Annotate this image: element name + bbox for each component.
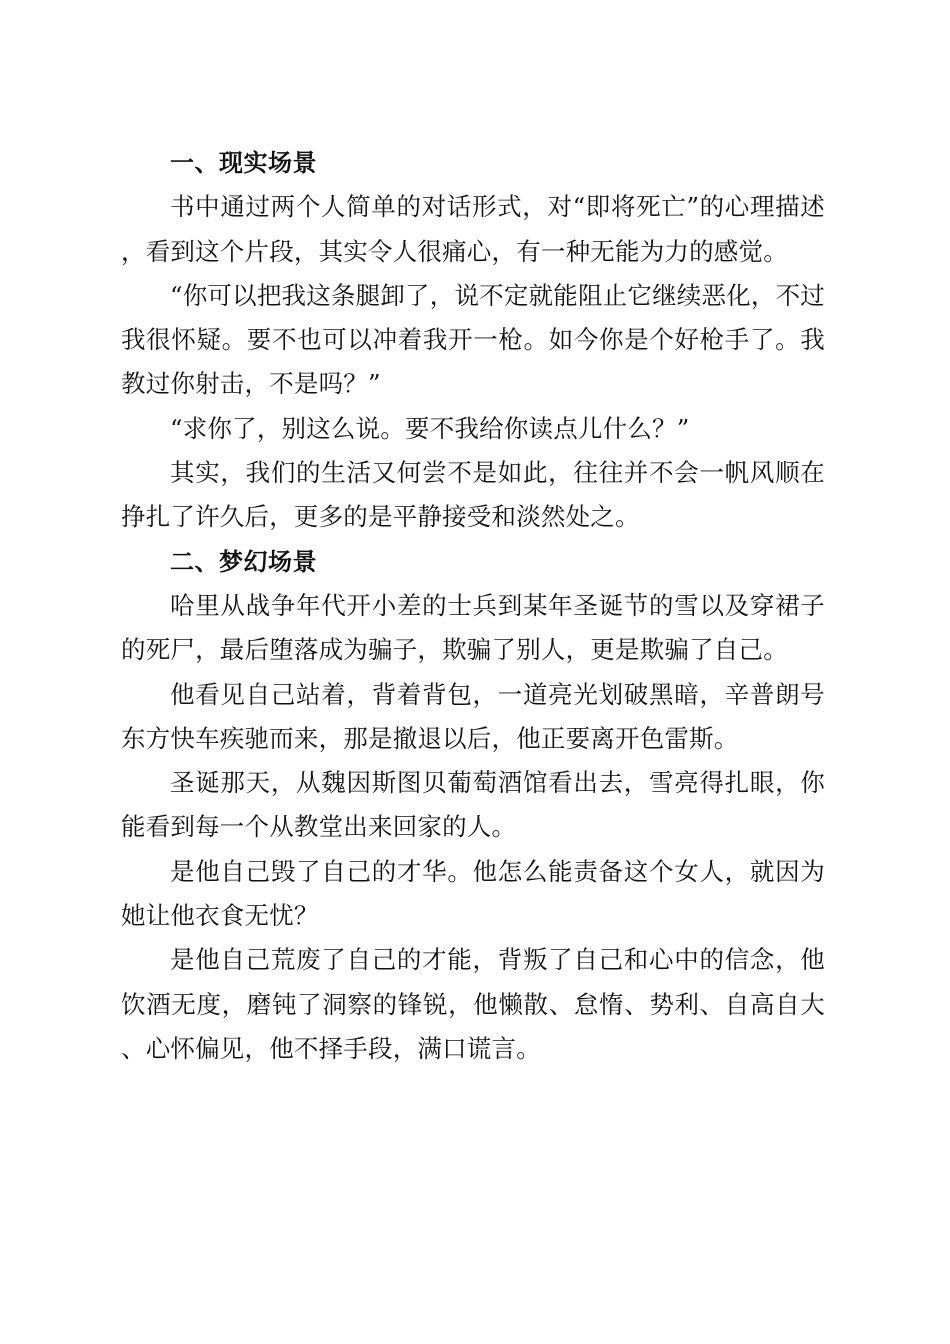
- section-heading: 一、现实场景: [170, 149, 317, 177]
- paragraph: 其实，我们的生活又何尝不是如此，往往并不会一帆风顺在挣扎了许久后，更多的是平静接受和淡然处之。: [121, 458, 825, 532]
- section-dream: [121, 540, 825, 1072]
- paragraph: “求你了，别这么说。要不我给你读点儿什么？”: [170, 413, 690, 443]
- section-reality: [121, 141, 825, 540]
- document-page: [121, 141, 825, 1071]
- paragraph: 书中通过两个人简单的对话形式，对“即将死亡”的心理描述，看到这个片段，其实令人很痛心，有一种无能为力的感觉。: [121, 192, 825, 266]
- paragraph: “你可以把我这条腿卸了，说不定就能阻止它继续恶化，不过我很怀疑。要不也可以冲着我开一枪。如今你是个好枪手了。我教过你射击，不是吗？”: [121, 280, 825, 399]
- paragraph: 是他自己毁了自己的才华。他怎么能责备这个女人，就因为她让他衣食无忧？: [121, 856, 825, 931]
- paragraph: 哈里从战争年代开小差的士兵到某年圣诞节的雪以及穿裙子的死尸，最后堕落成为骗子，欺骗了别人，更是欺骗了自己。: [121, 590, 825, 665]
- paragraph: 圣诞那天，从魏因斯图贝葡萄酒馆看出去，雪亮得扎眼，你能看到每一个从教堂出来回家的人。: [121, 768, 825, 842]
- section-heading: 二、梦幻场景: [170, 547, 317, 576]
- paragraph: 是他自己荒废了自己的才能，背叛了自己和心中的信念，他饮酒无度，磨钝了洞察的锋锐，他懒散、怠惰、势利、自高自大、心怀偏见，他不择手段，满口谎言。: [121, 945, 825, 1063]
- paragraph: 他看见自己站着，背着背包，一道亮光划破黑暗，辛普朗号东方快车疾驰而来，那是撤退以后，他正要离开色雷斯。: [121, 679, 825, 753]
